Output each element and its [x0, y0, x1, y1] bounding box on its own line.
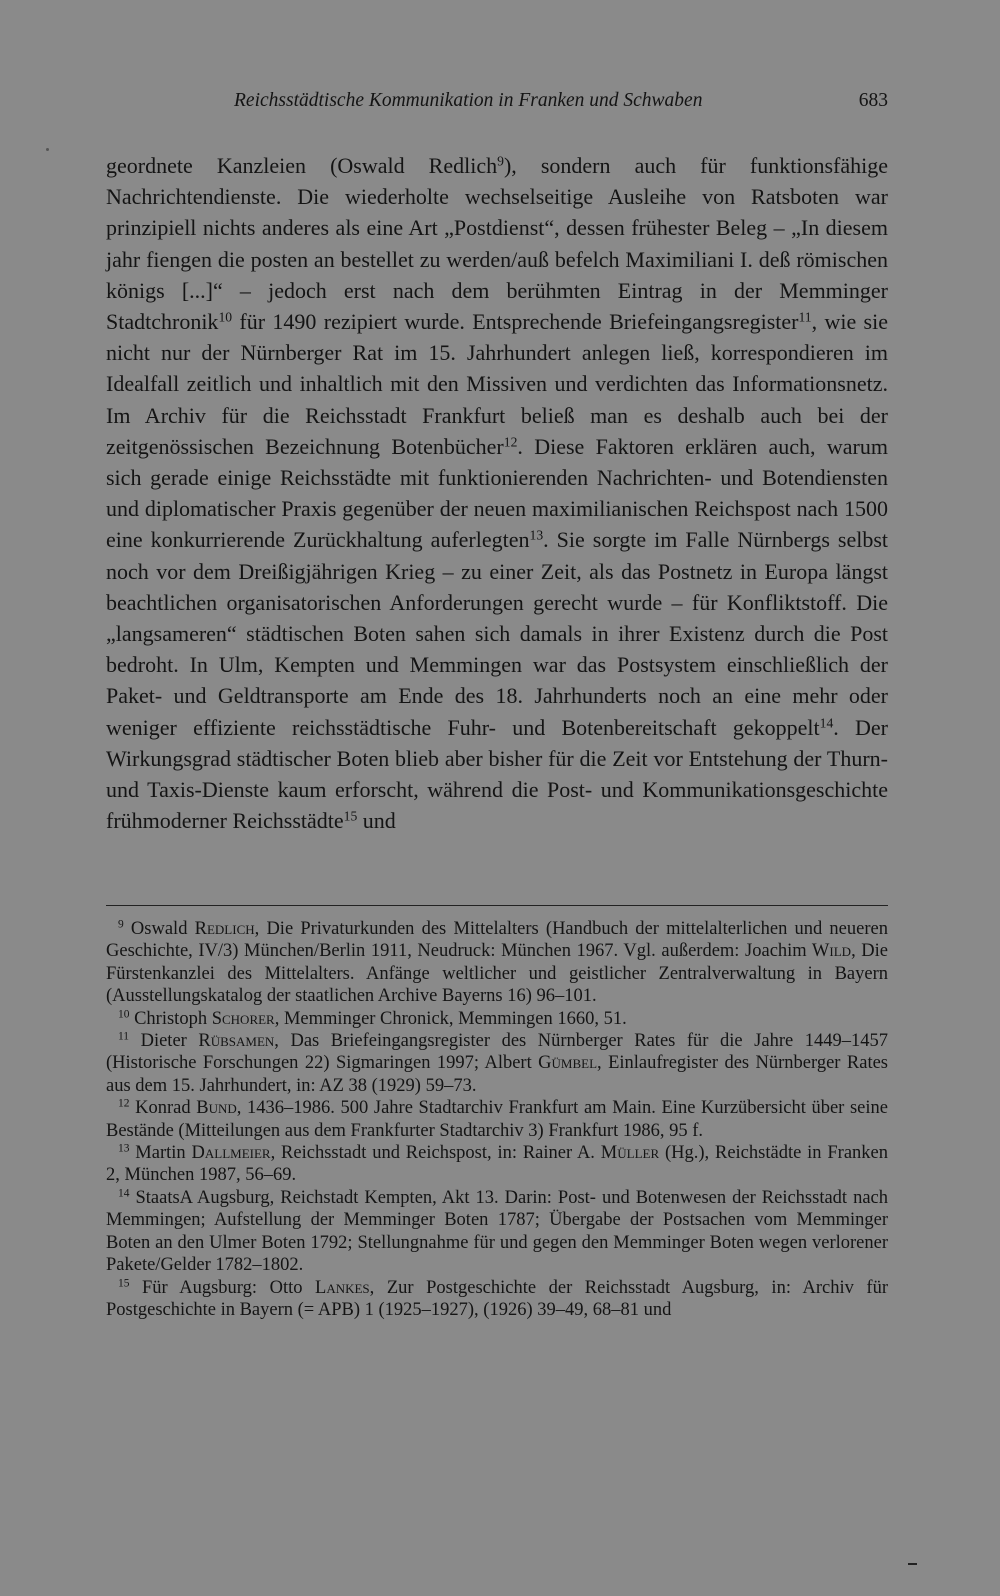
main-text [106, 150, 888, 836]
footnote-15: $^{15}$ Für Augsburg: Otto Lankes, Zur Postgeschichte der Reichsstadt Augsburg, in: Archiv für Postgeschichte in Bayern (= APB) 1 (1925–1927), (1926) 39–49, 68–81 und [106, 1277, 888, 1320]
page-header [106, 90, 888, 120]
footnote-13: $^{13}$ Martin Dallmeier, Reichsstadt und Reichspost, in: Rainer A. Müller (Hg.), Reichstädte in Franken 2, München 1987, 56–69. [106, 1142, 888, 1186]
footnote-11: $^{11}$ Dieter Rübsamen, Das Briefeingangsregister des Nürnberger Rates für die Jahre 1449–1457 (Historische Forschungen 22) Sigmaringen 1997; Albert Gümbel, Einlaufregister des Nürnberger Rates aus dem 15. Jahrhundert, in: AZ 38 (1929) 59–73. [106, 1030, 888, 1096]
footnote-14: $^{14}$ StaatsA Augsburg, Reichstadt Kempten, Akt 13. Darin: Post- und Botenwesen der Reichsstadt nach Memmingen; Aufstellung der Memminger Boten 1787; Übergabe der Postsachen vom Memminger Boten an den Ulmer Boten 1792; Stellungnahme für und gegen den Memminger Boten wegen verlorener Pakete/Gelder 1782–1802. [106, 1187, 888, 1276]
footnote-12: $^{12}$ Konrad Bund, 1436–1986. 500 Jahre Stadtarchiv Frankfurt am Main. Eine Kurzübersicht über seine Bestände (Mitteilungen aus dem Frankfurter Stadtarchiv 3) Frankfurt 1986, 95 f. [106, 1097, 888, 1141]
footnote-separator [106, 905, 888, 906]
footnote-9: $^9$ Oswald Redlich, Die Privaturkunden des Mittelalters (Handbuch der mittelalterlichen und neueren Geschichte, IV/3) München/Berlin 1911, Neudruck: München 1967. Vgl. außerdem: Joachim Wild, Die Fürstenkanzlei des Mittelalters. Anfänge weltlicher und geistlicher Zentralverwaltung in Bayern (Ausstellungskatalog der staatlichen Archive Bayerns 16) 96–101. [106, 918, 888, 1007]
margin-mark [908, 1563, 917, 1565]
footnote-10: $^{10}$ Christoph Schorer, Memminger Chronick, Memmingen 1660, 51. [118, 1008, 627, 1029]
running-title: Reichsstädtische Kommunikation in Franken und Schwaben [234, 90, 703, 111]
scan-speck [46, 148, 49, 151]
main-paragraph: geordnete Kanzleien (Oswald Redlich$^9$), sondern auch für funktionsfähige Nachrichtendienste. Die wiederholte wechselseitige Ausleihe von Ratsboten war prinzipiell nichts anderes als eine Art „Postdienst“, dessen frühester Beleg – „In diesem jahr fiengen die posten an bestellet zu werden/auß befelch Maximiliani I. deß römischen königs [...]“ – jedoch erst nach dem berühmten Eintrag in der Memminger Stadtchronik$^{10}$ für 1490 rezipiert wurde. Entsprechende Briefeingangsregister$^{11}$, wie sie nicht nur der Nürnberger Rat im 15. Jahrhundert anlegen ließ, korrespondieren im Idealfall zeitlich und inhaltlich mit den Missiven und verdichten das Informationsnetz. Im Archiv für die Reichsstadt Frankfurt beließ man es deshalb auch bei der zeitgenössischen Bezeichnung Botenbücher$^{12}$. Diese Faktoren erklären auch, warum sich gerade einige Reichsstädte mit funktionierenden Nachrichten- und Botendiensten und diplomatischer Praxis gegenüber der neuen maximilianischen Reichspost nach 1500 eine konkurrierende Zurückhaltung auferlegten$^{13}$. Sie sorgte im Falle Nürnbergs selbst noch vor dem Dreißigjährigen Krieg – zu einer Zeit, als das Postnetz in Europa längst beachtlichen organisatorischen Anforderungen gerecht wurde – für Konfliktstoff. Die „langsameren“ städtischen Boten sahen sich damals in ihrer Existenz durch die Post bedroht. In Ulm, Kempten und Memmingen war das Postsystem einschließlich der Paket- und Geldtransporte am Ende des 18. Jahrhunderts noch an eine mehr oder weniger effiziente reichsstädtische Fuhr- und Botenbereitschaft gekoppelt$^{14}$. Der Wirkungsgrad städtischer Boten blieb aber bisher für die Zeit vor Entstehung der Thurn- und Taxis-Dienste kaum erforscht, während die Post- und Kommunikationsgeschichte frühmoderner Reichsstädte$^{15}$ und [106, 153, 889, 834]
page-number: 683 [858, 90, 888, 111]
footnotes [106, 918, 888, 1321]
